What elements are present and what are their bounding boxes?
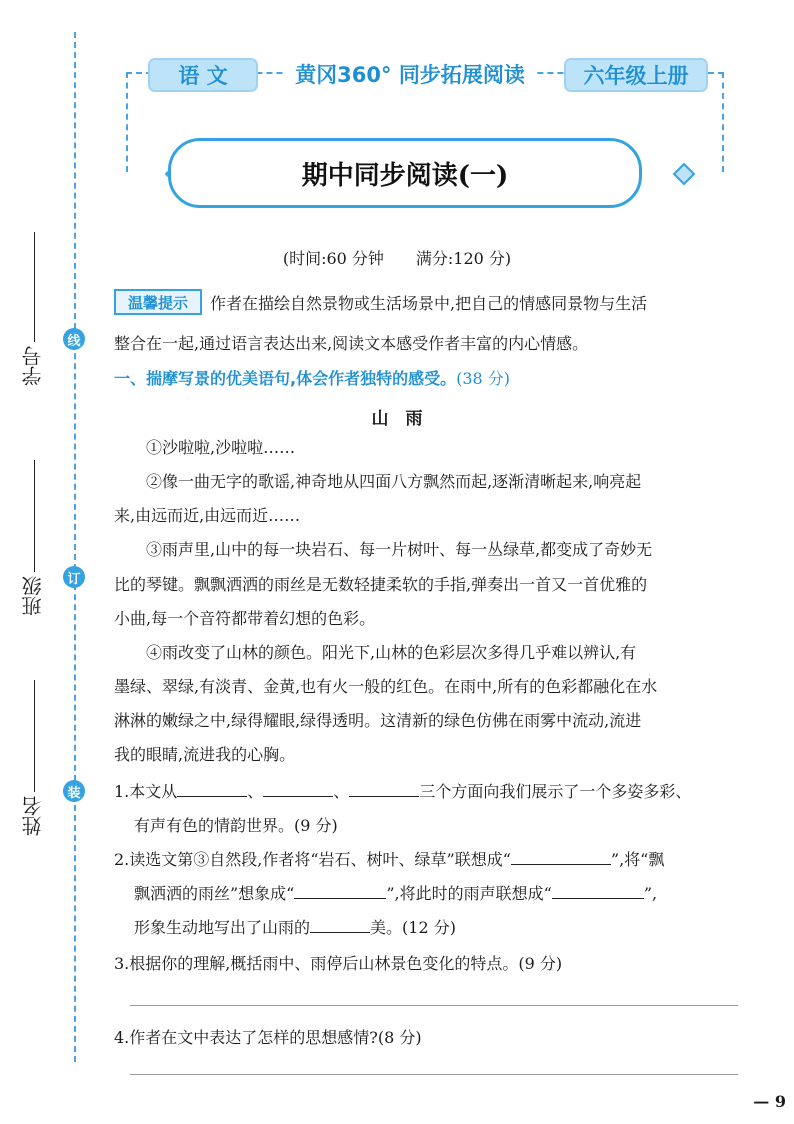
q1-blank-1[interactable] (177, 780, 247, 797)
student-id-label: 学号 (20, 346, 45, 386)
section-heading (114, 366, 510, 389)
question-1-text-b: 三个方面向我们展示了一个多姿多彩、 (419, 782, 692, 801)
question-1-text-a: 1.本文从 (114, 782, 178, 801)
question-2-text-c: 飘洒洒的雨丝”想象成“ (134, 884, 295, 903)
passage-paragraph-2-line-2: 来,由远而近,由远而近…… (114, 506, 301, 525)
question-3-answer-line[interactable] (130, 1005, 738, 1006)
subject-pill: 语 文 (148, 58, 258, 92)
passage-paragraph-1: ①沙啦啦,沙啦啦…… (146, 438, 296, 457)
passage-paragraph-3-line-2: 比的琴键。飘飘洒洒的雨丝是无数轻捷柔软的手指,弹奏出一首又一首优雅的 (114, 575, 648, 594)
question-4-answer-line[interactable] (130, 1074, 738, 1075)
name-label: 姓名 (20, 796, 45, 836)
page-title: 期中同步阅读(一) (168, 138, 642, 208)
brand-title: 黄冈360° 同步拓展阅读 (286, 60, 534, 90)
grade-pill: 六年级上册 (564, 58, 708, 92)
passage-paragraph-4-line-2: 墨绿、翠绿,有淡青、金黄,也有火一般的红色。在雨中,所有的色彩都融化在水 (114, 677, 658, 696)
question-2-line-2 (134, 881, 764, 904)
binding-mark-seal: 订 (63, 566, 85, 588)
passage-paragraph-2-line-1: ②像一曲无字的歌谣,神奇地从四面八方飘然而起,逐渐清晰起来,响亮起 (146, 472, 642, 491)
q1-blank-2[interactable] (263, 780, 333, 797)
question-3: 3.根据你的理解,概括雨中、雨停后山林景色变化的特点。(9 分) (114, 954, 563, 973)
name-fill-line[interactable] (34, 680, 35, 792)
binding-mark-bind: 装 (63, 780, 85, 802)
question-2-text-b: ”,将“飘 (610, 850, 665, 869)
question-2-line-3 (134, 915, 764, 938)
passage-paragraph-3-line-1: ③雨声里,山中的每一块岩石、每一片树叶、每一丛绿草,都变成了奇妙无 (146, 540, 653, 559)
q1-blank-3[interactable] (349, 780, 419, 797)
page-number: — 9 (753, 1092, 786, 1111)
passage-paragraph-4-line-3: 淋淋的嫩绿之中,绿得耀眼,绿得透明。这清新的绿色仿佛在雨雾中流动,流进 (114, 711, 642, 730)
q2-blank-2[interactable] (294, 882, 386, 899)
question-2-text-a: 2.读选文第③自然段,作者将“岩石、树叶、绿草”联想成“ (114, 850, 511, 869)
question-2-text-e: ”, (643, 884, 658, 903)
question-2-text-g: 美。(12 分) (370, 918, 456, 937)
q2-blank-1[interactable] (511, 848, 611, 865)
section-heading-text: 一、揣摩写景的优美语句,体会作者独特的感受。 (114, 369, 457, 388)
section-points: (38 分) (456, 369, 511, 388)
q1-separator-1: 、 (247, 782, 264, 801)
q2-blank-3[interactable] (552, 882, 644, 899)
class-fill-line[interactable] (34, 460, 35, 572)
passage-title: 山 雨 (371, 409, 423, 429)
passage-paragraph-3-line-3: 小曲,每一个音符都带着幻想的色彩。 (114, 609, 376, 628)
q1-separator-2: 、 (333, 782, 350, 801)
question-1-line-1 (114, 779, 744, 802)
exam-info: (时间:60 分钟 满分:120 分) (282, 249, 512, 268)
tip-text-line-1: 作者在描绘自然景物或生活场景中,把自己的情感同景物与生活 (210, 294, 648, 313)
passage-paragraph-4-line-1: ④雨改变了山林的颜色。阳光下,山林的色彩层次多得几乎难以辨认,有 (146, 643, 637, 662)
question-2-text-d: ”,将此时的雨声联想成“ (386, 884, 552, 903)
tip-text-line-2: 整合在一起,通过语言表达出来,阅读文本感受作者丰富的内心情感。 (114, 334, 589, 353)
q2-blank-4[interactable] (310, 916, 370, 933)
tip-badge: 温馨提示 (114, 289, 202, 315)
question-2-text-f: 形象生动地写出了山雨的 (134, 918, 311, 937)
question-1-line-2: 有声有色的情韵世界。(9 分) (134, 816, 338, 835)
binding-mark-line: 线 (63, 328, 85, 350)
class-label: 班级 (20, 576, 45, 616)
binding-dashed-line (74, 32, 76, 1062)
passage-paragraph-4-line-4: 我的眼睛,流进我的心胸。 (114, 745, 296, 764)
question-2-line-1 (114, 847, 744, 870)
question-4: 4.作者在文中表达了怎样的思想感情?(8 分) (114, 1028, 422, 1047)
